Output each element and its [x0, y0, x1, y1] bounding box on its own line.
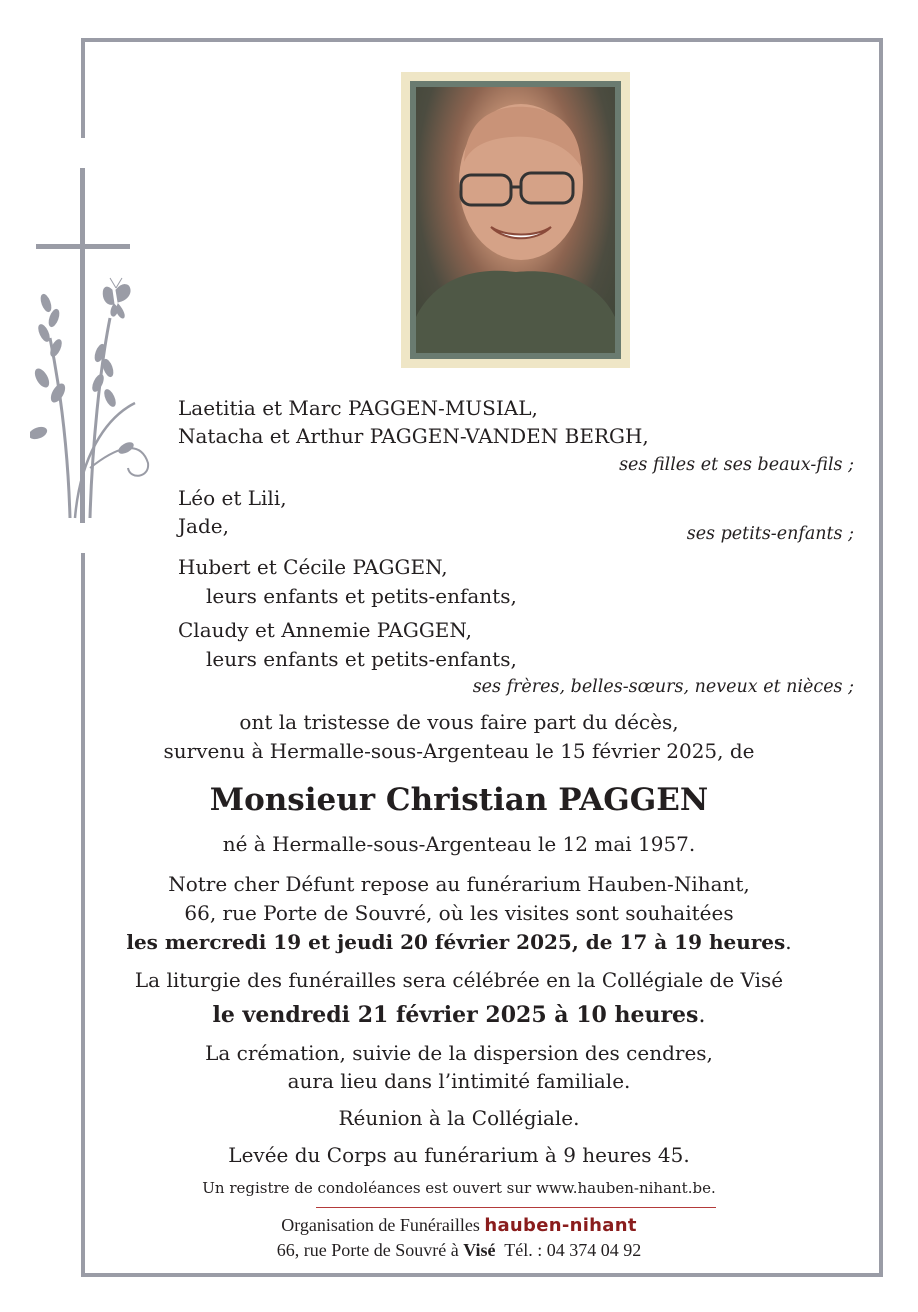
rest-line-3: les mercredi 19 et jeudi 20 février 2025, de 17 à 19 heures.: [126, 930, 792, 954]
announcement-line-1: ont la tristesse de vous faire part du décès,: [239, 710, 679, 734]
birth-line: né à Hermalle-sous-Argenteau le 12 mai 1957.: [222, 832, 696, 856]
portrait-inner-border: [410, 81, 621, 359]
cremation-line-1: La crémation, suivie de la dispersion des cendres,: [205, 1041, 713, 1065]
portrait-photo: [416, 87, 615, 353]
family-role-1: ses filles et ses beaux-fils ;: [619, 455, 854, 475]
footer-address-prefix: 66, rue Porte de Souvré à: [276, 1240, 459, 1260]
frame-top: [81, 38, 883, 42]
rest-line-1: Notre cher Défunt repose au funérarium Hauben-Nihant,: [168, 872, 750, 896]
portrait-illustration: [416, 87, 615, 353]
family-line-4: Jade,: [178, 514, 229, 538]
liturgy-line-2: le vendredi 21 février 2025 à 10 heures.: [212, 1002, 706, 1028]
rest-line-2: 66, rue Porte de Souvré, où les visites sont souhaitées: [184, 901, 734, 925]
portrait-frame: [401, 72, 630, 368]
liturgy-line-1: La liturgie des funérailles sera célébrée en la Collégiale de Visé: [134, 968, 784, 992]
family-line-2: Natacha et Arthur PAGGEN-VANDEN BERGH,: [178, 424, 649, 448]
family-line-1: Laetitia et Marc PAGGEN-MUSIAL,: [178, 396, 538, 420]
registry-line: Un registre de condoléances est ouvert sur www.hauben-nihant.be.: [202, 1179, 716, 1197]
family-role-3: ses frères, belles-sœurs, neveux et nièces ;: [472, 677, 854, 697]
footer-organisation: [0, 1213, 918, 1238]
family-line-7: Claudy et Annemie PAGGEN,: [178, 618, 472, 642]
frame-left-top: [81, 38, 85, 138]
family-line-5: Hubert et Cécile PAGGEN,: [178, 555, 448, 579]
deceased-name: Monsieur Christian PAGGEN: [209, 782, 709, 818]
footer-phone: Tél. : 04 374 04 92: [504, 1240, 642, 1260]
footer-city: Visé: [463, 1240, 496, 1260]
announcement-line-2: survenu à Hermalle-sous-Argenteau le 15 février 2025, de: [163, 739, 755, 763]
family-role-2: ses petits-enfants ;: [686, 524, 854, 544]
visit-dates: les mercredi 19 et jeudi 20 février 2025, de 17 à 19 heures: [126, 930, 786, 954]
family-line-3: Léo et Lili,: [178, 486, 287, 510]
meeting-line: Réunion à la Collégiale.: [338, 1106, 580, 1130]
levee-line: Levée du Corps au funérarium à 9 heures 45.: [228, 1143, 690, 1167]
family-line-6: leurs enfants et petits-enfants,: [206, 584, 517, 608]
liturgy-date: le vendredi 21 février 2025 à 10 heures: [212, 1002, 699, 1028]
footer-divider: [316, 1207, 716, 1208]
cremation-line-2: aura lieu dans l’intimité familiale.: [287, 1069, 631, 1093]
footer-org-prefix: Organisation de Funérailles: [281, 1215, 480, 1235]
frame-bottom: [81, 1273, 883, 1277]
cross-floral-icon: [30, 168, 160, 528]
brand-logo: hauben-nihant: [484, 1215, 637, 1236]
family-line-8: leurs enfants et petits-enfants,: [206, 647, 517, 671]
footer-address: [0, 1238, 918, 1262]
